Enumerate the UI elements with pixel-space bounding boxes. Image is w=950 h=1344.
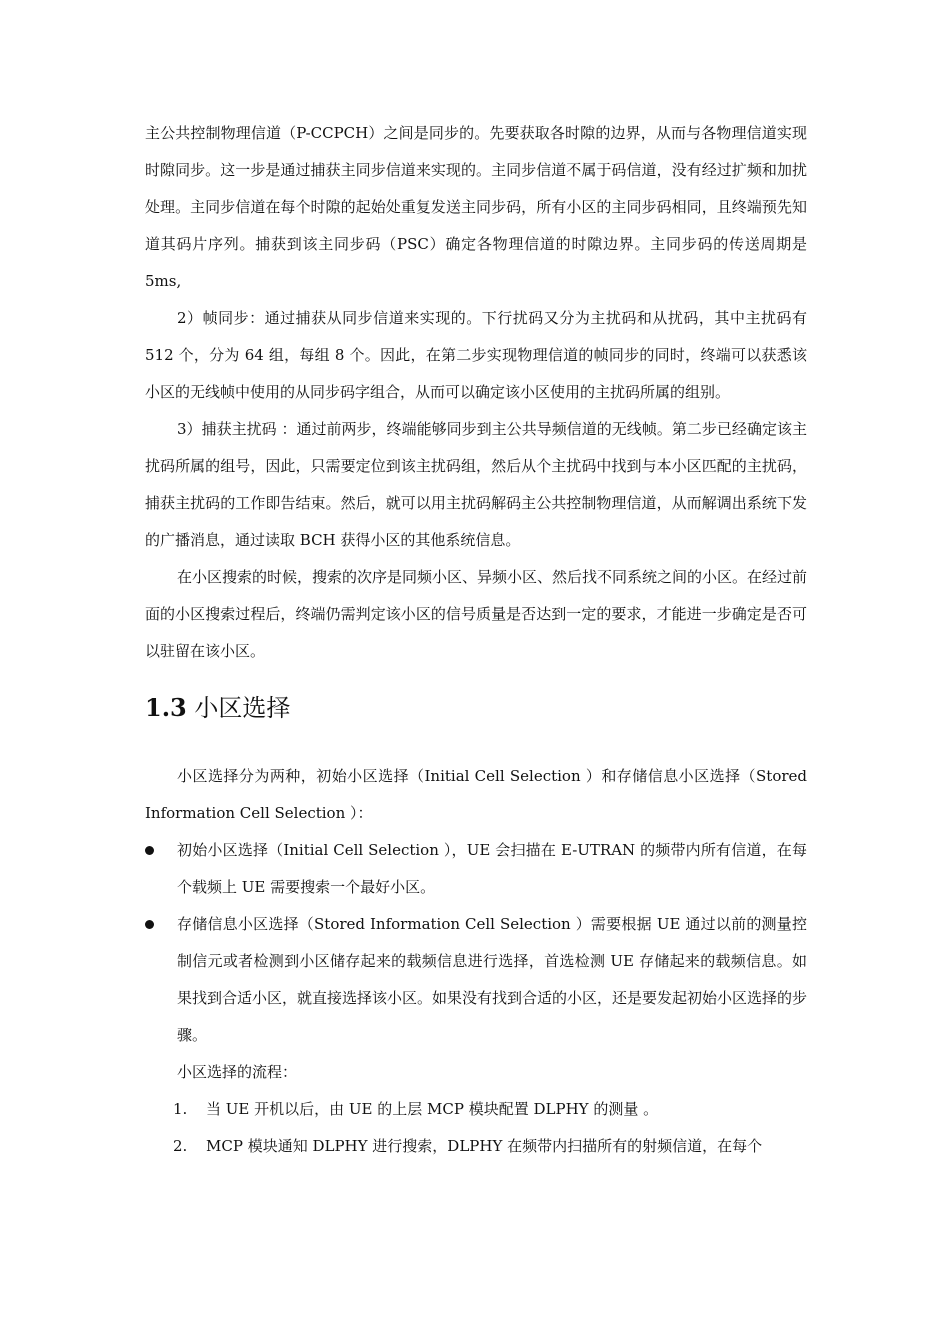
bullet-text: 初始小区选择（Initial Cell Selection ），UE 会扫描在 E-UTRAN 的频带内所有信道，在每个载频上 UE 需要搜索一个最好小区。 xyxy=(177,841,807,896)
list-item xyxy=(145,832,807,906)
step-number: 2. xyxy=(173,1137,188,1155)
section-title: 小区选择 xyxy=(194,694,291,722)
steps-list xyxy=(145,1091,807,1165)
paragraph-intro: 小区选择分为两种，初始小区选择（Initial Cell Selection ）和存储信息小区选择（Stored Information Cell Selection ）： xyxy=(145,767,807,822)
list-item xyxy=(145,906,807,1054)
list-item xyxy=(173,1128,807,1165)
paragraph-pccpch: 主公共控制物理信道（P-CCPCH）之间是同步的。先要获取各时隙的边界，从而与各物理信道实现时隙同步。这一步是通过捕获主同步信道来实现的。主同步信道不属于码信道，没有经过扩频和加扰处理。主同步信道在每个时隙的起始处重复发送主同步码，所有小区的主同步码相同，且终端预先知道其码片序列。捕获到该主同步码（PSC）确定各物理信道的时隙边界。主同步码的传送周期是 5ms, xyxy=(145,124,807,290)
list-item xyxy=(173,1091,807,1128)
bullet-icon xyxy=(145,846,154,855)
flow-label: 小区选择的流程： xyxy=(177,1063,298,1081)
step-number: 1. xyxy=(173,1100,188,1118)
paragraph-frame-sync: 2）帧同步：通过捕获从同步信道来实现的。下行扰码又分为主扰码和从扰码，其中主扰码有 512 个，分为 64 组，每组 8 个。因此，在第二步实现物理信道的帧同步的同时，终端可以获悉该小区的无线帧中使用的从同步码字组合，从而可以确定该小区使用的主扰码所属的组别。 xyxy=(145,309,807,401)
step-text: 当 UE 开机以后，由 UE 的上层 MCP 模块配置 DLPHY 的测量 。 xyxy=(206,1100,659,1118)
section-number: 1.3 xyxy=(145,693,187,722)
section-heading xyxy=(145,688,807,728)
bullet-text: 存储信息小区选择（Stored Information Cell Selection ）需要根据 UE 通过以前的测量控制信元或者检测到小区储存起来的载频信息进行选择，首选检测 UE 存储起来的载频信息。如果找到合适小区，就直接选择该小区。如果没有找到合适的小区，还是要发起初始小区选择的步骤。 xyxy=(177,915,808,1044)
document-page xyxy=(145,115,807,1165)
paragraph-search-order: 在小区搜索的时候，搜索的次序是同频小区、异频小区、然后找不同系统之间的小区。在经过前面的小区搜索过程后，终端仍需判定该小区的信号质量是否达到一定的要求，才能进一步确定是否可以驻留在该小区。 xyxy=(145,568,808,660)
paragraph-scrambling-code: 3）捕获主扰码 ：通过前两步，终端能够同步到主公共导频信道的无线帧。第二步已经确定该主扰码所属的组号，因此，只需要定位到该主扰码组，然后从个主扰码中找到与本小区匹配的主扰码，捕获主扰码的工作即告结束。然后，就可以用主扰码解码主公共控制物理信道，从而解调出系统下发的广播消息，通过读取 BCH 获得小区的其他系统信息。 xyxy=(145,420,807,549)
bullet-icon xyxy=(145,920,154,929)
step-text: MCP 模块通知 DLPHY 进行搜索，DLPHY 在频带内扫描所有的射频信道，在每个 xyxy=(206,1137,763,1155)
bullet-list xyxy=(145,832,807,1054)
